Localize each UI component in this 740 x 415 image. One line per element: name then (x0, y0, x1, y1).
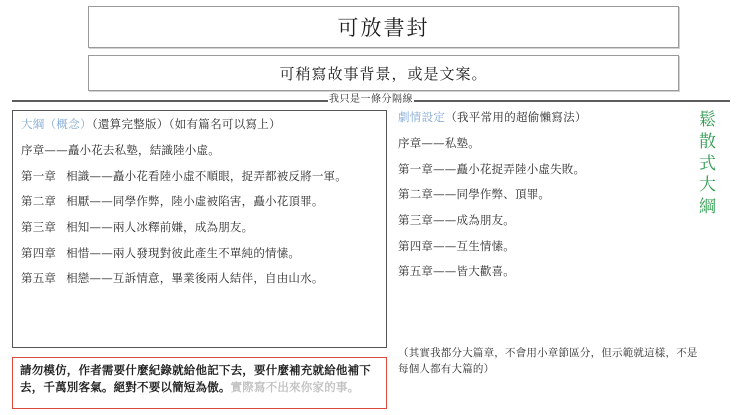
plot-entry-text: 同學作弊、頂罪。 (456, 187, 551, 202)
warning-panel (12, 357, 387, 409)
plot-entry (398, 186, 668, 203)
plot-heading-keyword: 劇情設定 (398, 110, 446, 124)
plot-panel (398, 110, 668, 280)
plot-heading-rest: （我平常用的超偷懶寫法） (445, 110, 587, 124)
outline-heading-rest: （還算完整版）（如有篇名可以寫上） (91, 117, 281, 131)
outline-entry-list (21, 142, 376, 287)
outline-entry-text: 矗小花看陸小虛不順眼，捉弄都被反將一軍。 (112, 168, 347, 183)
outline-entry-chapter: 第一章 (21, 168, 57, 183)
outline-entry-text: 互訴情意，畢業後兩人結伴，自由山水。 (112, 271, 324, 286)
outline-entry-text: 矗小花去私塾，結識陸小虛。 (67, 142, 220, 157)
plot-entry-chapter: 第四章—— (398, 238, 457, 253)
page-subtitle: 可稍寫故事背景，或是文案。 (279, 64, 488, 83)
outline-entry-chapter: 序章—— (21, 142, 68, 157)
outline-entry-chapter: 第三章 (21, 219, 57, 234)
plot-entry-chapter: 第五章—— (398, 264, 457, 279)
side-label-char: 鬆 (699, 110, 717, 130)
plot-note: （其實我都分大篇章，不會用小章節區分，但示範就這樣，不是每個人都有大篇的） (398, 347, 698, 376)
outline-entry (21, 142, 376, 159)
plot-entry-chapter: 第一章—— (398, 161, 457, 176)
outline-entry-chapter: 第五章 (21, 271, 57, 286)
plot-entry-text: 私塾。 (444, 135, 480, 150)
plot-entry (398, 263, 668, 280)
warning-main: 請勿模仿，作者需要什麼紀錄就給他記下去，要什麼補充就給他補下去，千萬別客氣。絕對不要以簡短為傲。 (20, 363, 371, 394)
outline-entry-name: 相惜—— (66, 245, 113, 260)
side-label-char: 綱 (699, 197, 717, 217)
story-background-box (88, 55, 679, 91)
outline-entry-name: 相厭—— (66, 194, 113, 209)
outline-heading (21, 117, 376, 132)
side-label-loose-outline (693, 110, 723, 219)
outline-entry-name: 相戀—— (66, 271, 113, 286)
outline-entry-chapter: 第二章 (21, 194, 57, 209)
outline-entry-text: 兩人發現對彼此產生不單純的情愫。 (112, 245, 301, 260)
outline-entry (21, 245, 376, 262)
plot-entry (398, 212, 668, 229)
warning-text (20, 362, 379, 395)
section-divider (12, 92, 730, 110)
plot-entry-text: 皆大歡喜。 (456, 264, 515, 279)
divider-label: 我只是一條分隔線 (329, 94, 413, 105)
outline-panel (12, 110, 387, 348)
plot-entry-chapter: 序章—— (398, 135, 445, 150)
plot-entry-chapter: 第三章—— (398, 212, 457, 227)
plot-entry-chapter: 第二章—— (398, 187, 457, 202)
outline-entry (21, 193, 376, 210)
plot-entry-list (398, 135, 668, 280)
outline-entry (21, 270, 376, 287)
plot-heading (398, 110, 668, 125)
side-label-char: 散 (699, 131, 717, 152)
plot-entry-text: 成為朋友。 (456, 212, 515, 227)
outline-entry-name: 相知—— (66, 219, 113, 234)
plot-entry-text: 互生情愫。 (456, 238, 515, 253)
divider-rule-left (12, 100, 328, 102)
plot-entry (398, 161, 668, 178)
page-title: 可放書封 (337, 16, 430, 40)
side-label-char: 大 (699, 175, 717, 196)
outline-entry-text: 兩人冰釋前嫌，成為朋友。 (112, 219, 254, 234)
outline-entry (21, 168, 376, 185)
outline-entry (21, 219, 376, 236)
plot-entry-text: 矗小花捉弄陸小虛失敗。 (456, 161, 586, 176)
side-label-char: 式 (699, 153, 717, 174)
outline-entry-chapter: 第四章 (21, 245, 57, 260)
plot-entry (398, 238, 668, 255)
plot-entry (398, 135, 668, 152)
book-cover-title-box (88, 6, 679, 48)
outline-entry-text: 同學作弊，陸小虛被陷害，矗小花頂罪。 (112, 194, 324, 209)
outline-heading-keyword: 大綱（概念） (21, 117, 92, 131)
divider-rule-right (414, 100, 730, 102)
outline-entry-name: 相識—— (66, 168, 113, 183)
warning-faded: 實際寫不出來你家的事。 (230, 379, 360, 394)
